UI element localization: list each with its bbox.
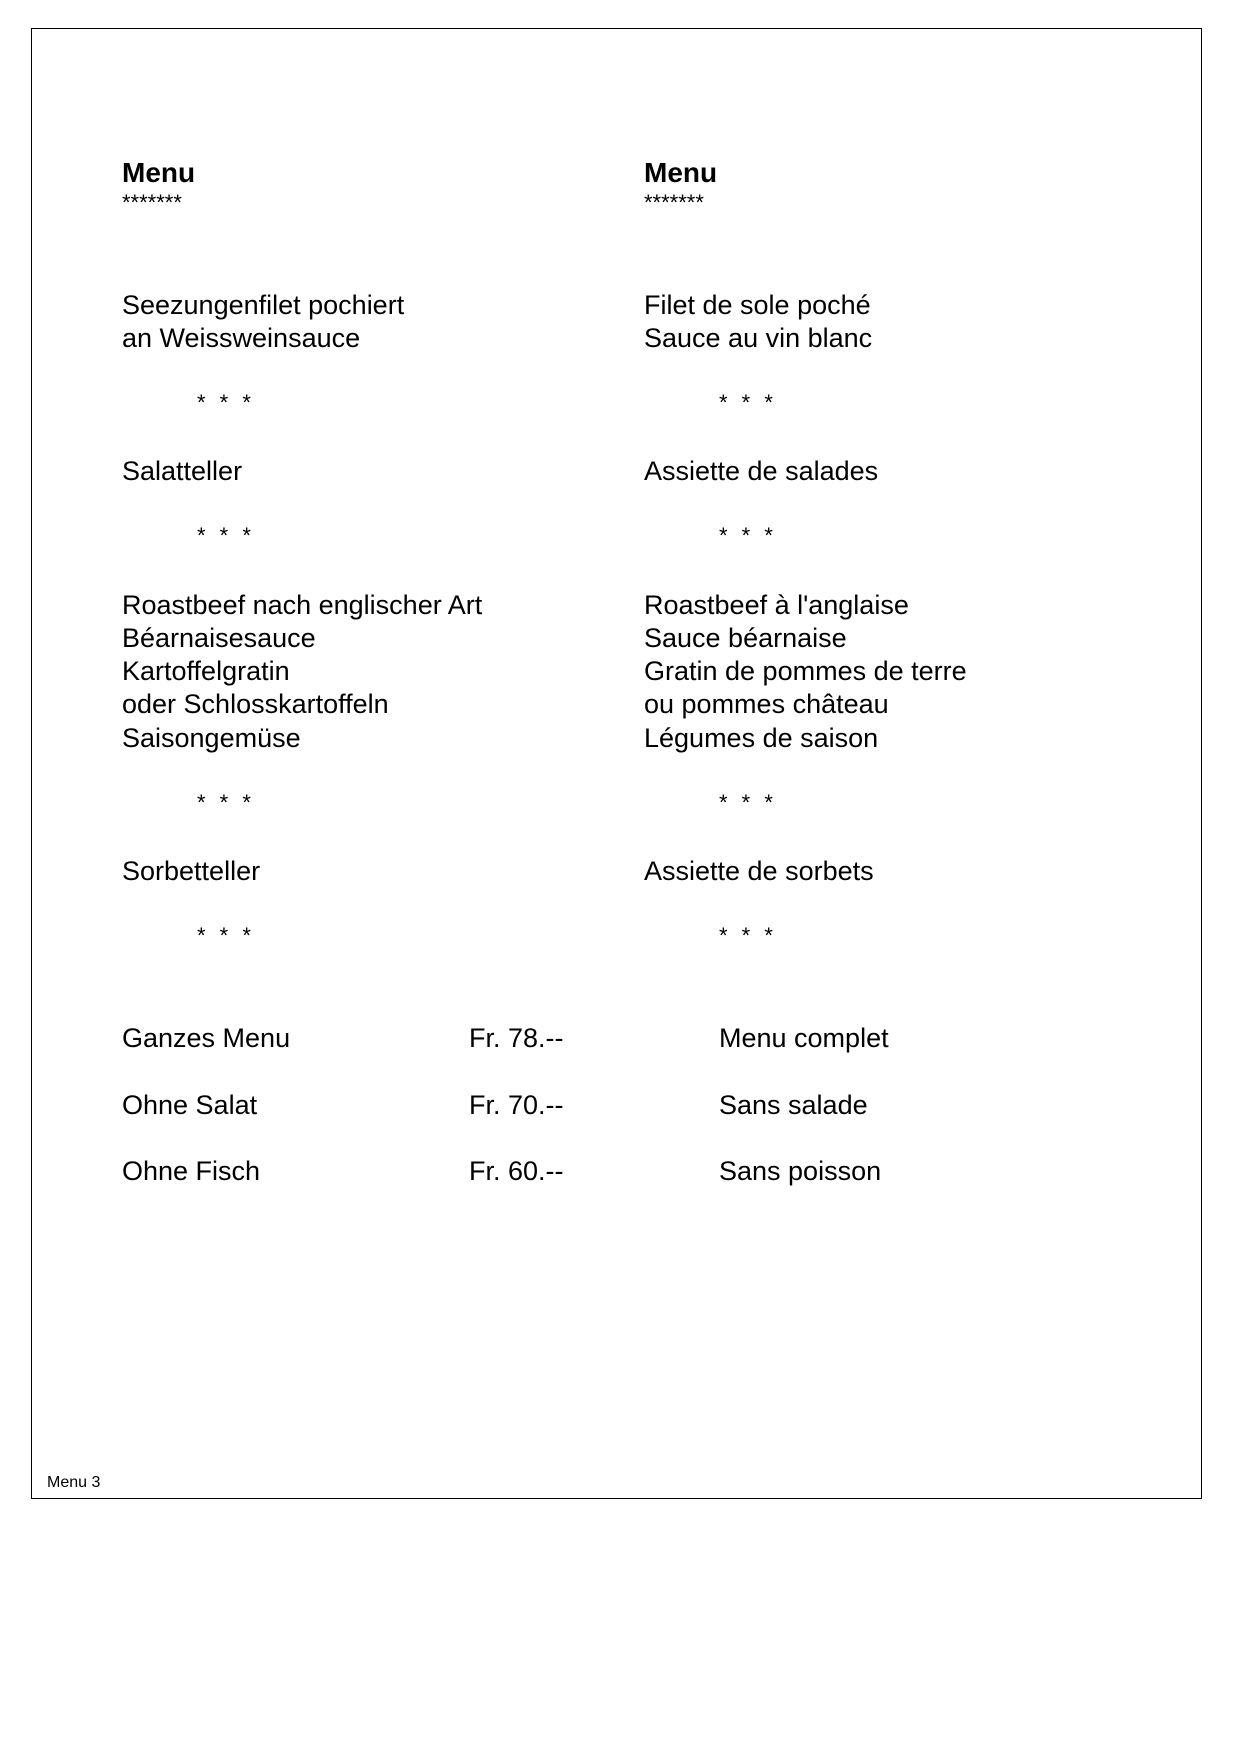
german-course3-line3: Kartoffelgratin	[122, 656, 290, 686]
french-separator-2: * * *	[719, 523, 777, 548]
french-separator-4: * * *	[719, 923, 777, 948]
french-heading-stars: *******	[644, 190, 704, 215]
price-row-2-german: Ohne Salat	[122, 1090, 258, 1120]
german-course2-line1: Salatteller	[122, 456, 243, 486]
german-separator-2: * * *	[197, 523, 255, 548]
german-separator-4: * * *	[197, 923, 255, 948]
price-row-1-german: Ganzes Menu	[122, 1023, 291, 1053]
price-row-1-price: Fr. 78.--	[469, 1023, 564, 1053]
french-course1-line2: Sauce au vin blanc	[644, 323, 873, 353]
german-separator-3: * * *	[197, 790, 255, 815]
german-course1-line2: an Weissweinsauce	[122, 323, 361, 353]
german-separator-1: * * *	[197, 390, 255, 415]
german-course1-line1: Seezungenfilet pochiert	[122, 290, 405, 320]
price-row-3-german: Ohne Fisch	[122, 1156, 261, 1186]
french-course3-line2: Sauce béarnaise	[644, 623, 847, 653]
french-course1-line1: Filet de sole poché	[644, 290, 871, 320]
german-course3-line4: oder Schlosskartoffeln	[122, 689, 389, 719]
price-row-1-french: Menu complet	[719, 1023, 889, 1053]
french-heading: Menu	[644, 157, 718, 188]
footer-label: Menu 3	[47, 1474, 101, 1491]
french-course4-line1: Assiette de sorbets	[644, 856, 874, 886]
french-course3-line3: Gratin de pommes de terre	[644, 656, 967, 686]
german-course3-line2: Béarnaisesauce	[122, 623, 316, 653]
french-course3-line5: Légumes de saison	[644, 723, 879, 753]
price-row-2-french: Sans salade	[719, 1090, 868, 1120]
french-course3-line1: Roastbeef à l'anglaise	[644, 590, 909, 620]
french-course2-line1: Assiette de salades	[644, 456, 879, 486]
french-separator-3: * * *	[719, 790, 777, 815]
price-row-2-price: Fr. 70.--	[469, 1090, 564, 1120]
price-row-3-french: Sans poisson	[719, 1156, 882, 1186]
french-separator-1: * * *	[719, 390, 777, 415]
german-course4-line1: Sorbetteller	[122, 856, 261, 886]
german-course3-line1: Roastbeef nach englischer Art	[122, 590, 483, 620]
page-frame	[31, 28, 1202, 1499]
price-row-3-price: Fr. 60.--	[469, 1156, 564, 1186]
french-course3-line4: ou pommes château	[644, 689, 889, 719]
german-heading-stars: *******	[122, 190, 182, 215]
german-course3-line5: Saisongemüse	[122, 723, 301, 753]
german-heading: Menu	[122, 157, 196, 188]
